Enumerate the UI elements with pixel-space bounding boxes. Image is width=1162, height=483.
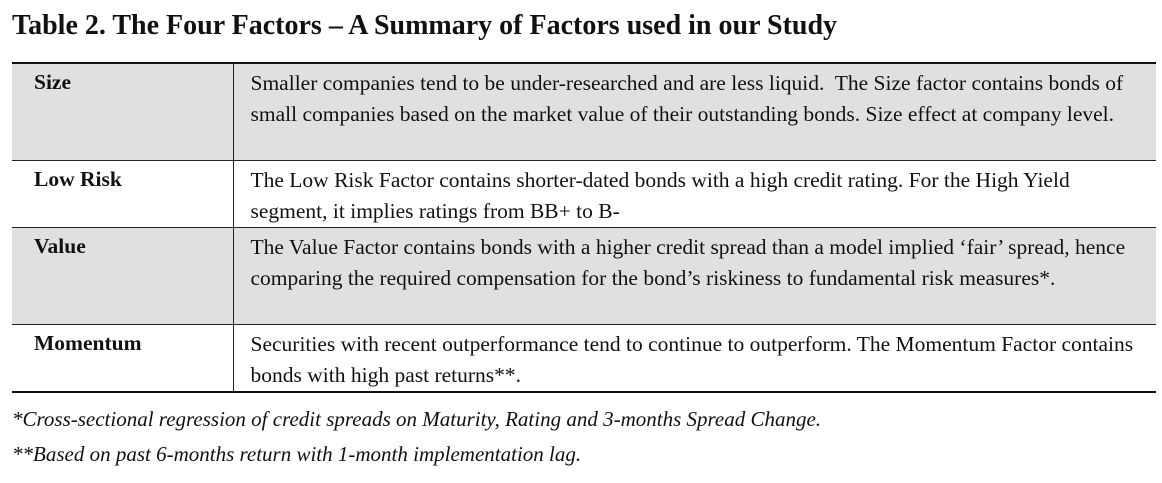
factor-description: The Low Risk Factor contains shorter-dated bonds with a high credit rating. For the High Yield segment, it implies ratings from BB+ to B- <box>233 161 1156 228</box>
table-row-size <box>12 63 1156 161</box>
footnote-regression: *Cross-sectional regression of credit spreads on Maturity, Rating and 3-months Spread Change. <box>12 407 822 431</box>
footnote-momentum: **Based on past 6-months return with 1-month implementation lag. <box>12 442 582 466</box>
table-row-low-risk <box>12 161 1156 228</box>
factors-table <box>12 62 1156 393</box>
factor-description: Securities with recent outperformance tend to continue to outperform. The Momentum Factor contains bonds with high past returns**. <box>233 325 1156 393</box>
factor-name: Low Risk <box>12 161 233 228</box>
table-row-value <box>12 228 1156 325</box>
table-row-momentum <box>12 325 1156 393</box>
factor-name: Value <box>12 228 233 325</box>
table-title: Table 2. The Four Factors – A Summary of Factors used in our Study <box>12 10 838 41</box>
factor-description: The Value Factor contains bonds with a higher credit spread than a model implied ‘fair’ spread, hence comparing the required compensation for the bond’s riskiness to fundamental risk measures*. <box>233 228 1156 325</box>
factor-description: Smaller companies tend to be under-researched and are less liquid. The Size factor contains bonds of small companies based on the market value of their outstanding bonds. Size effect at company level. <box>233 63 1156 161</box>
factor-name: Momentum <box>12 325 233 393</box>
factor-name: Size <box>12 63 233 161</box>
